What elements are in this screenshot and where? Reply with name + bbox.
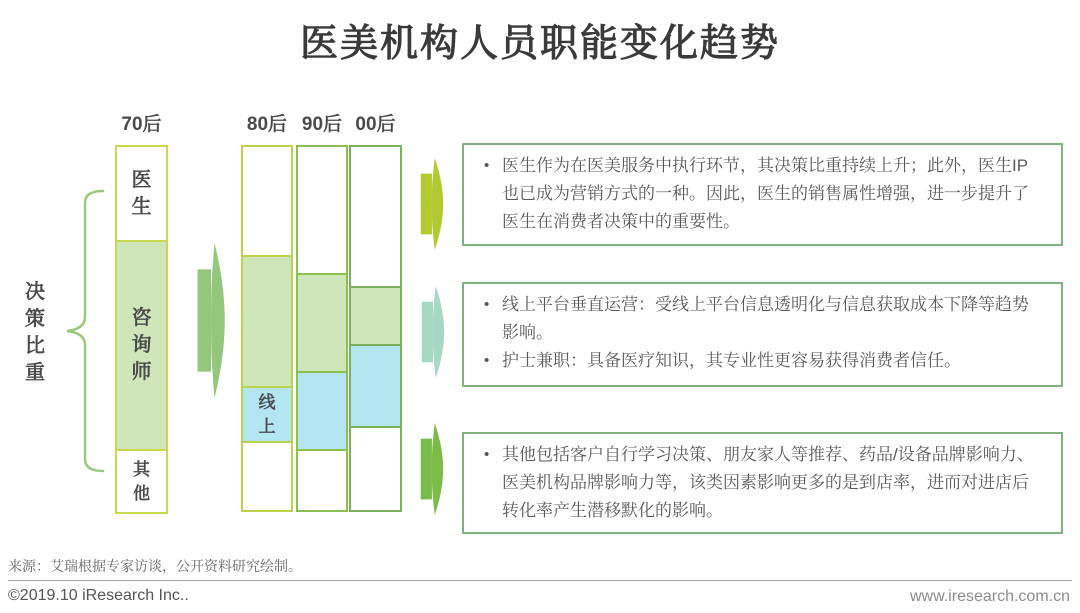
segment [296,145,348,275]
segment [349,145,402,288]
segment-label: 咨 询 师 [131,307,152,383]
segment [241,441,293,512]
annotation-bullet: • 护士兼职：具备医疗知识，其专业性更容易获得消费者信任。 [478,347,1045,375]
segment-label: 医 生 [131,168,152,218]
annotation-box-1 [462,143,1063,246]
generation-column-90后 [296,114,348,512]
segment [349,426,402,512]
brace-bracket [55,189,105,473]
copyright-text: ©2019.10 iResearch Inc.. [8,587,189,604]
column-header-label: 90后 [301,114,343,135]
segment [241,145,293,257]
segment [296,273,348,373]
generation-column-00后 [349,114,402,512]
column-header-label: 80后 [246,114,288,135]
segment-其他 [115,449,168,514]
segment [349,344,402,428]
axis-label: 决 策 比 重 [25,281,45,384]
annotation-bullet: • 医生作为在医美服务中执行环节，其决策比重持续上升；此外，医生IP也已成为营销方式的一种。因此，医生的销售属性增强，进一步提升了医生在消费者决策中的重要性。 [478,152,1045,236]
arrow-right-icon [417,158,445,250]
annotation-box-3 [462,432,1063,534]
segment [349,286,402,346]
page-title: 医美机构人员职能变化趋势 [299,23,780,65]
segment-医生 [115,145,168,242]
arrow-right-icon [193,243,227,398]
segment [241,255,293,388]
generation-column-80后 [241,114,293,512]
segment-label: 其 他 [133,459,150,503]
generation-column-70后 [115,114,168,514]
annotation-bullet: • 线上平台垂直运营：受线上平台信息透明化与信息获取成本下降等趋势影响。 [478,291,1045,347]
segment-线上 [241,386,293,443]
source-note: 来源：艾瑞根据专家访谈，公开资料研究绘制。 [8,558,302,574]
column-header-label: 70后 [121,114,162,135]
annotation-bullet: • 其他包括客户自行学习决策、朋友家人等推荐、药品/设备品牌影响力、医美机构品牌影响力等，该类因素影响更多的是到店率，进而对进店后转化率产生潜移默化的影响。 [478,441,1045,525]
website-link: www.iresearch.com.cn [909,588,1070,605]
annotation-box-2 [462,282,1063,387]
footer-divider [8,580,1072,581]
column-header-label: 00后 [355,114,396,135]
arrow-right-icon [418,286,446,378]
segment [296,371,348,451]
segment-label: 线 上 [258,392,276,436]
segment [296,449,348,512]
segment-咨询师 [115,240,168,451]
arrow-right-icon [417,423,445,515]
